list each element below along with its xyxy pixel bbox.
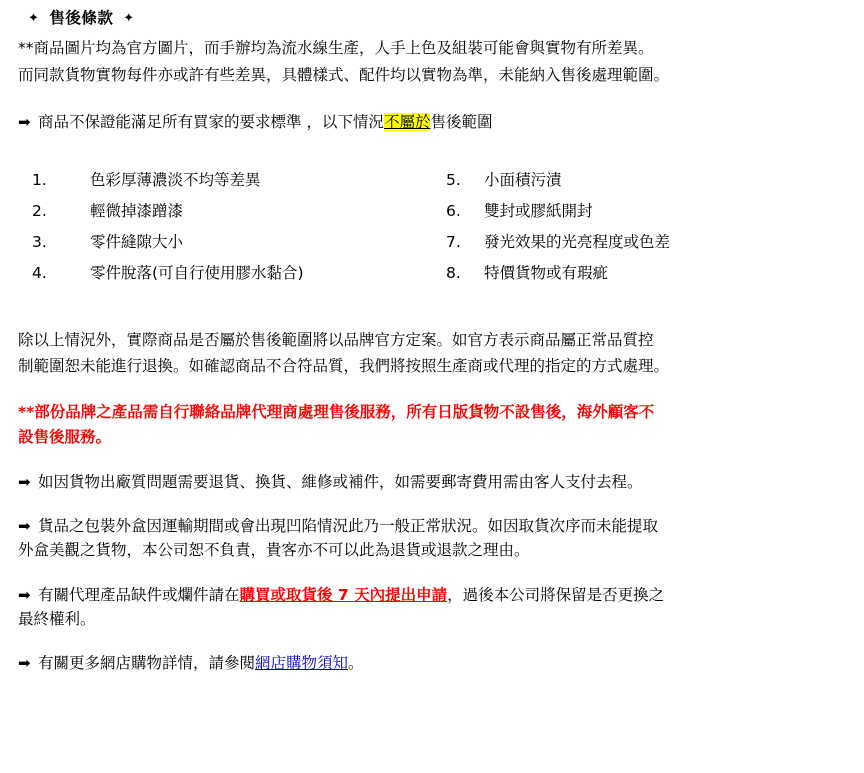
list-item-number: 5. (446, 171, 461, 190)
notice-highlight: 不屬於 (383, 113, 431, 132)
policy-item-more-info (18, 651, 850, 675)
policy-item-claim-after: ，過後本公司將保留是否更換之 (447, 585, 665, 604)
list-item (18, 199, 438, 223)
list-item-label: 零件縫隙大小 (90, 233, 184, 252)
notice-line (18, 110, 850, 134)
policy-item-more-info-before: 有關更多網店購物詳情，請參閱 (38, 653, 256, 672)
notice-text-after: 售後範圍 (430, 113, 493, 132)
arrow-icon-notice: ➡ (18, 113, 31, 132)
list-item-number: 7. (446, 233, 461, 252)
red-note-line-2: 設售後服務。 (18, 428, 112, 447)
policy-paragraph-line-2: 制範圍恕未能進行退換。如確認商品不合符品質，我們將按照生產商或代理的指定的方式處理。 (18, 357, 670, 376)
red-note-line-1: **部份品牌之產品需自行聯絡品牌代理商處理售後服務，所有日版貨物不設售後，海外顧客不 (18, 403, 655, 422)
list-item (18, 261, 438, 285)
list-item (438, 168, 838, 192)
shop-guide-link[interactable]: 網店購物須知 (255, 653, 349, 672)
arrow-icon-claim: ➡ (18, 585, 31, 604)
spacer (18, 292, 850, 328)
policy-item-more-info-after: 。 (348, 653, 364, 672)
policy-item-box-text-1: 貨品之包裝外盒因運輸期間或會出現凹陷情況此乃一般正常狀況。如因取貨次序而未能提取 (38, 517, 659, 536)
policy-item-shipping (18, 470, 850, 494)
list-item-number: 1. (32, 171, 47, 190)
list-item-label: 小面積污漬 (484, 171, 562, 190)
diamond-icon-left: ✦ (28, 11, 40, 26)
list-item (438, 230, 838, 254)
list-item-number: 6. (446, 202, 461, 221)
notice-text-before: 商品不保證能滿足所有買家的要求標準 ，以下情況 (38, 113, 384, 132)
arrow-icon-shipping: ➡ (18, 472, 31, 491)
list-item-label: 輕微掉漆蹭漆 (90, 202, 184, 221)
policy-item-claim-line-2: 最終權利。 (18, 609, 96, 628)
list-item-number: 3. (32, 233, 47, 252)
policy-item-box-line-2: 外盒美觀之貨物，本公司恕不負責，貴客亦不可以此為退貨或退款之理由。 (18, 541, 530, 560)
intro-line-2: 而同款貨物實物每件亦或許有些差異，具體樣式、配件均以實物為準，未能納入售後處理範圍。 (18, 66, 670, 85)
page-title-text: 售後條款 (49, 9, 114, 27)
list-item-label: 特價貨物或有瑕疵 (484, 264, 609, 283)
policy-item-claim-highlight: 購買或取貨後 7 天內提出申請 (239, 585, 448, 604)
policy-item-claim-before: 有關代理產品缺件或爛件請在 (38, 585, 240, 604)
spacer (18, 563, 850, 583)
list-item (438, 199, 838, 223)
spacer (18, 90, 850, 110)
spacer (18, 450, 850, 470)
spacer (18, 380, 850, 400)
policy-item-shipping-text: 如因貨物出廠質問題需要退貨、換貨、維修或補件，如需要郵寄費用需由客人支付去程。 (38, 472, 643, 491)
page-title (24, 6, 850, 30)
list-item-label: 色彩厚薄濃淡不均等差異 (90, 171, 261, 190)
arrow-icon-box: ➡ (18, 517, 31, 536)
spacer (18, 494, 850, 514)
policy-paragraph-line-1: 除以上情況外，實際商品是否屬於售後範圍將以品牌官方定案。如官方表示商品屬正常品質控 (18, 331, 654, 350)
exclusion-list-left-column (18, 168, 438, 292)
list-item-number: 8. (446, 264, 461, 283)
list-item-label: 零件脫落(可自行使用膠水黏合) (90, 264, 304, 283)
list-item-number: 4. (32, 264, 47, 283)
list-item-label: 雙封或膠紙開封 (484, 202, 593, 221)
policy-item-claim-line-1 (18, 583, 850, 607)
list-item (18, 230, 438, 254)
exclusion-list-right-column (438, 168, 838, 292)
list-item (18, 168, 438, 192)
policy-item-box-line-1 (18, 514, 850, 538)
list-item-number: 2. (32, 202, 47, 221)
list-item (438, 261, 838, 285)
exclusion-list (18, 168, 850, 292)
intro-line-1: **商品圖片均為官方圖片，而手辦均為流水線生產，人手上色及組裝可能會與實物有所差異。 (18, 39, 654, 58)
diamond-icon-right: ✦ (123, 11, 135, 26)
spacer (18, 631, 850, 651)
arrow-icon-more-info: ➡ (18, 653, 31, 672)
spacer (18, 134, 850, 164)
list-item-label: 發光效果的光亮程度或色差 (484, 233, 671, 252)
